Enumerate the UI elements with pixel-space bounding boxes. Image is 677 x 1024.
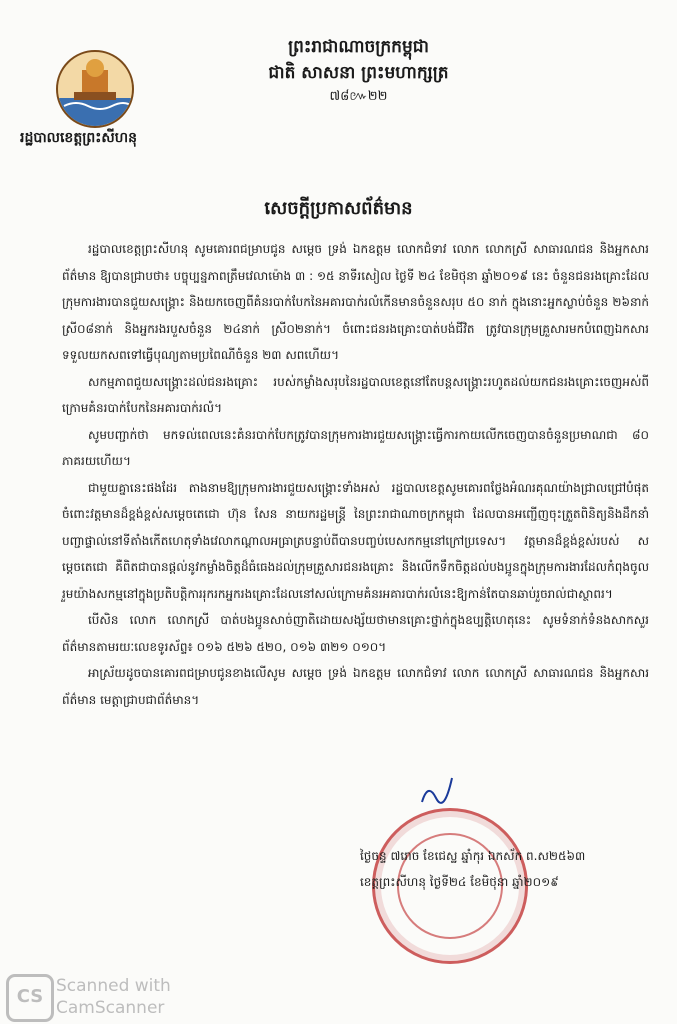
kingdom-heading: ព្រះរាជាណាចក្រកម្ពុជា (288, 37, 429, 57)
body-paragraph: អាស្រ័យដូចបានគោរពជម្រាបជូនខាងលើសូម សម្តេច ទ្រង់ ឯកឧត្តម លោកជំទាវ លោក លោកស្រី សាធារណជន និងអ្នកសារព័ត៌មាន មេត្តាជ្រាបជាព័ត៌មាន។ (62, 666, 649, 707)
issuing-agency: រដ្ឋបាលខេត្តព្រះសីហនុ (20, 130, 137, 146)
camscanner-logo-icon: CS (6, 974, 54, 1022)
lunar-date-line: ថ្ងៃចន្ទ ៧រោច ខែជេស្ឋ ឆ្នាំកុរ ឯកស័ក ព.ស២៥៦៣ (360, 849, 586, 863)
watermark-text: Scanned with (56, 976, 171, 996)
document-title: សេចក្តីប្រកាសព័ត៌មាន (264, 198, 413, 219)
heading-ornament: ៧៨៚២២ (329, 89, 388, 104)
body-paragraph: ជាមួយគ្នានេះផងដែរ តាងនាមឱ្យក្រុមការងារជួយសង្គ្រោះទាំងអស់ រដ្ឋបាលខេត្តសូមគោរពថ្លែងអំណរគុណយ៉ាងជ្រាលជ្រៅបំផុតចំពោះវត្តមានដ៏ខ្ពង់ខ្ពស់សម្តេចតេជោ ហ៊ុន សែន នាយករដ្ឋមន្ត្រី នៃព្រះរាជាណាចក្រកម្ពុជា ដែលបានអញ្ជើញចុះត្រួតពិនិត្យនិងដឹកនាំបញ្ជាផ្ទាល់នៅទីតាំងកើតហេតុទាំងវេលាកណ្តាលអធ្រាត្របន្ទាប់ពីបានបញ្ចប់បេសកកម្មនៅក្រៅប្រទេស។ វត្តមានដ៏ខ្ពង់ខ្ពស់របស់ សម្តេចតេជោ គឺពិតជាបានផ្តល់នូវកម្លាំងចិត្តដ៏ធំធេងដល់ក្រុមគ្រួសារជនរងគ្រោះ និងលើកទឹកចិត្តដល់បងប្អូនក្នុងក្រុមការងារដែលកំពុងចូលរួមយ៉ាងសកម្មនៅក្នុងប្រតិបត្តិការរុករកអ្នករងគ្រោះដែលនៅសល់ក្រោមគំនរអគារបាក់រលំនេះឱ្យកាន់តែបានឆាប់រួចរាល់ជាស្ថាពរ។ (62, 480, 649, 601)
body-paragraph: រដ្ឋបាលខេត្តព្រះសីហនុ សូមគោរពជម្រាបជូន សម្តេច ទ្រង់ ឯកឧត្តម លោកជំទាវ លោក លោកស្រី សាធារណជន និងអ្នកសារព័ត៌មាន ឱ្យបានជ្រាបថា៖ បច្ចុប្បន្នភាពត្រឹមវេលាម៉ោង ៣ : ១៥ នាទីរសៀល ថ្ងៃទី ២៤ ខែមិថុនា ឆ្នាំ២០១៩ នេះ ចំនួនជនរងគ្រោះដែលក្រុមការងារបានជួយសង្គ្រោះ និងយកចេញពីគំនរបាក់បែកនៃអគារបាក់រលំកើនមានចំនួនសរុប ៥០ នាក់ ក្នុងនោះអ្នកស្លាប់ចំនួន ២៦នាក់ ស្រី០៨នាក់ និងអ្នករងរបួសចំនួន ២៤នាក់ ស្រី០២នាក់។ ចំពោះជនរងគ្រោះបាត់បង់ជីវិត ត្រូវបានក្រុមគ្រួសារមកបំពេញឯកសារទទួលយកសពទៅធ្វើបុណ្យតាមប្រពៃណីចំនួន ២៣ សពហើយ។ (62, 242, 649, 362)
document-body (62, 236, 649, 713)
body-paragraph: សកម្មភាពជួយសង្គ្រោះដល់ជនរងគ្រោះ របស់កម្លាំងសរុបនៃរដ្ឋបាលខេត្តនៅតែបន្តសង្គ្រោះរហូតដល់យកជនរងគ្រោះចេញអស់ពីក្រោមគំនរបាក់បែកនៃអគារបាក់រលំ។ (62, 374, 649, 415)
body-paragraph: សូមបញ្ជាក់ថា មកទល់ពេលនេះគំនរបាក់បែកត្រូវបានក្រុមការងារជួយសង្គ្រោះធ្វើការកាយលើកចេញបានចំនួនប្រមាណជា ៨០ ភាគរយហើយ។ (62, 427, 649, 468)
national-motto: ជាតិ សាសនា ព្រះមហាក្សត្រ (268, 63, 449, 83)
watermark-text: CamScanner (56, 998, 165, 1018)
body-paragraph: បើសិន លោក លោកស្រី បាត់បងប្អូនសាច់ញាតិដោយសង្ស័យថាមានគ្រោះថ្នាក់ក្នុងឧប្បត្តិហេតុនេះ សូមទំនាក់ទំនងសាកសួរព័ត៌មានតាមរយៈលេខទូរស័ព្ទ៖ ០១៦ ៥២៦ ៥២០, ០១៦ ៣២១ ០១០។ (62, 613, 649, 654)
place-date-line: ខេត្តព្រះសីហនុ ថ្ងៃទី២៤ ខែមិថុនា ឆ្នាំ២០១៩ (360, 875, 559, 889)
